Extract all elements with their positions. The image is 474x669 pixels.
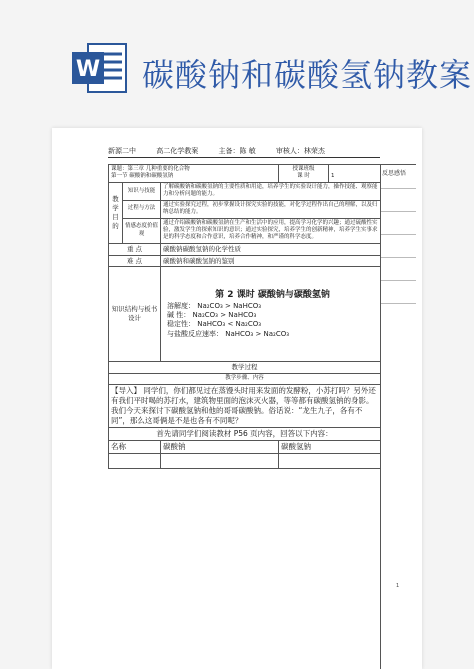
- compare-cell: [279, 454, 381, 469]
- intro-text: 【导入】 同学们，你们都见过在蒸馒头时用来发面的发酵粉，小苏打吗？另外还有我们平时喝的苏打水，建筑物里面的泡沫灭火器，等等都有碳酸氢钠的身影。我们今天来探讨下碳酸氢钠和他的哥哥碳酸钠。俗话说：“龙生九子，各有不同”，那么这哥俩是不是也各有不同呢？: [109, 384, 381, 428]
- read-prompt-row: [109, 428, 381, 441]
- class-cell: [279, 165, 329, 183]
- board-line: 与盐酸反应速率： NaHCO₃ > Na₂CO₃: [167, 329, 290, 338]
- topic-line-1: 课题：第三章 几种重要的化合物: [111, 166, 190, 172]
- difficulty-label: 难 点: [109, 255, 161, 267]
- reflection-row: [380, 211, 416, 212]
- goal-text: 通过介绍碳酸钠和碳酸氢钠在生产和生活中的应用，提高学习化学的兴趣；通过硫酸性实验，激发学生的探索知识的意识；通过实验探究，培养学生的创新精神，培养学生实事求是的科学态度和合作意识，培养合作精神，和严谨的科学态度。: [161, 218, 381, 243]
- compare-header-na2co3: 碳酸钠: [161, 441, 279, 454]
- reflection-row: [380, 280, 416, 281]
- read-prompt: 首先请同学们阅读教材 P56 页内容，回答以下内容：: [109, 428, 381, 441]
- difficulty-row: [109, 255, 381, 267]
- process-subtitle: 教学步骤、内容: [109, 374, 381, 384]
- doc-type: 高二化学教案: [156, 147, 199, 155]
- key-point-text: 碳酸钠碳酸氢钠的化学性质: [161, 243, 381, 255]
- board-line: 稳定性： NaHCO₃ < Na₂CO₃: [167, 320, 262, 329]
- reflection-row: [380, 257, 416, 258]
- header-rule: [108, 157, 380, 158]
- board-line: 溶解度： Na₂CO₃ > NaHCO₃: [167, 301, 262, 310]
- reflection-row: [380, 303, 416, 304]
- period-value-cell: [329, 165, 381, 183]
- intro-row: [109, 384, 381, 428]
- process-sub-row: [109, 374, 381, 384]
- word-document-icon: [70, 40, 130, 96]
- topic-line-2: 第一节 碳酸钠和碳酸氢钠: [111, 173, 174, 180]
- page-header: [108, 146, 343, 156]
- banner-title: 碳酸钠和碳酸氢钠教案: [142, 56, 473, 94]
- compare-cell: [161, 454, 279, 469]
- process-title: 教学过程: [109, 362, 381, 374]
- reflection-row: [380, 234, 416, 235]
- goal-label: 知识与技能: [123, 182, 161, 200]
- lesson-table: [108, 164, 381, 469]
- goal-label: 过程与方法: [123, 200, 161, 218]
- reflection-column-top: [380, 164, 416, 165]
- reflection-row: [380, 188, 416, 189]
- compare-header-row: [109, 441, 381, 454]
- key-point-label: 重 点: [109, 243, 161, 255]
- compare-cell: [109, 454, 161, 469]
- page-number: 1: [396, 583, 400, 589]
- goals-label: 教学目的: [109, 182, 123, 243]
- topic-row: [109, 165, 381, 183]
- period-label: 课 时: [297, 173, 310, 180]
- topic-cell: [109, 165, 279, 183]
- compare-header-name: 名称: [109, 441, 161, 454]
- goal-row: [109, 218, 381, 243]
- goal-row: [109, 200, 381, 218]
- reviewer: 审核人：林荣杰: [275, 147, 325, 155]
- difficulty-text: 碳酸钠和碳酸氢钠的鉴别: [161, 255, 381, 267]
- goal-row: [109, 182, 381, 200]
- board-row: [109, 267, 381, 362]
- document-page: [52, 128, 422, 669]
- banner: [0, 0, 474, 118]
- board-title: 第 2 课时 碳酸钠与碳酸氢钠: [215, 290, 330, 301]
- compare-header-nahco3: 碳酸氢钠: [279, 441, 381, 454]
- period-value: 1: [331, 173, 335, 180]
- class-label: 授课班级: [292, 166, 315, 172]
- board-line: 碱 性： Na₂CO₃ > NaHCO₃: [167, 310, 257, 319]
- reflection-label: 反思感悟: [382, 170, 407, 177]
- goal-label: 情感态度价值观: [123, 218, 161, 243]
- goal-text: 通过实验探究过程，初步掌握设计探究实验的技能，对化学过程作出自己的理解，以及归纳总结的能力。: [161, 200, 381, 218]
- board-label: 知识结构与板书设计: [109, 267, 161, 362]
- compare-empty-row: [109, 454, 381, 469]
- school-name: 新源二中: [108, 147, 136, 155]
- goal-text: 了解碳酸钠和碳酸氢钠的主要性质和用途，培养学生的实验设计能力，操作技能、观察能力和分析问题的能力。: [161, 182, 381, 200]
- key-point-row: [109, 243, 381, 255]
- logo-letter: W: [75, 57, 101, 82]
- process-title-row: [109, 362, 381, 374]
- editor: 主备：陈 敏: [218, 147, 256, 155]
- board-content: [161, 267, 381, 362]
